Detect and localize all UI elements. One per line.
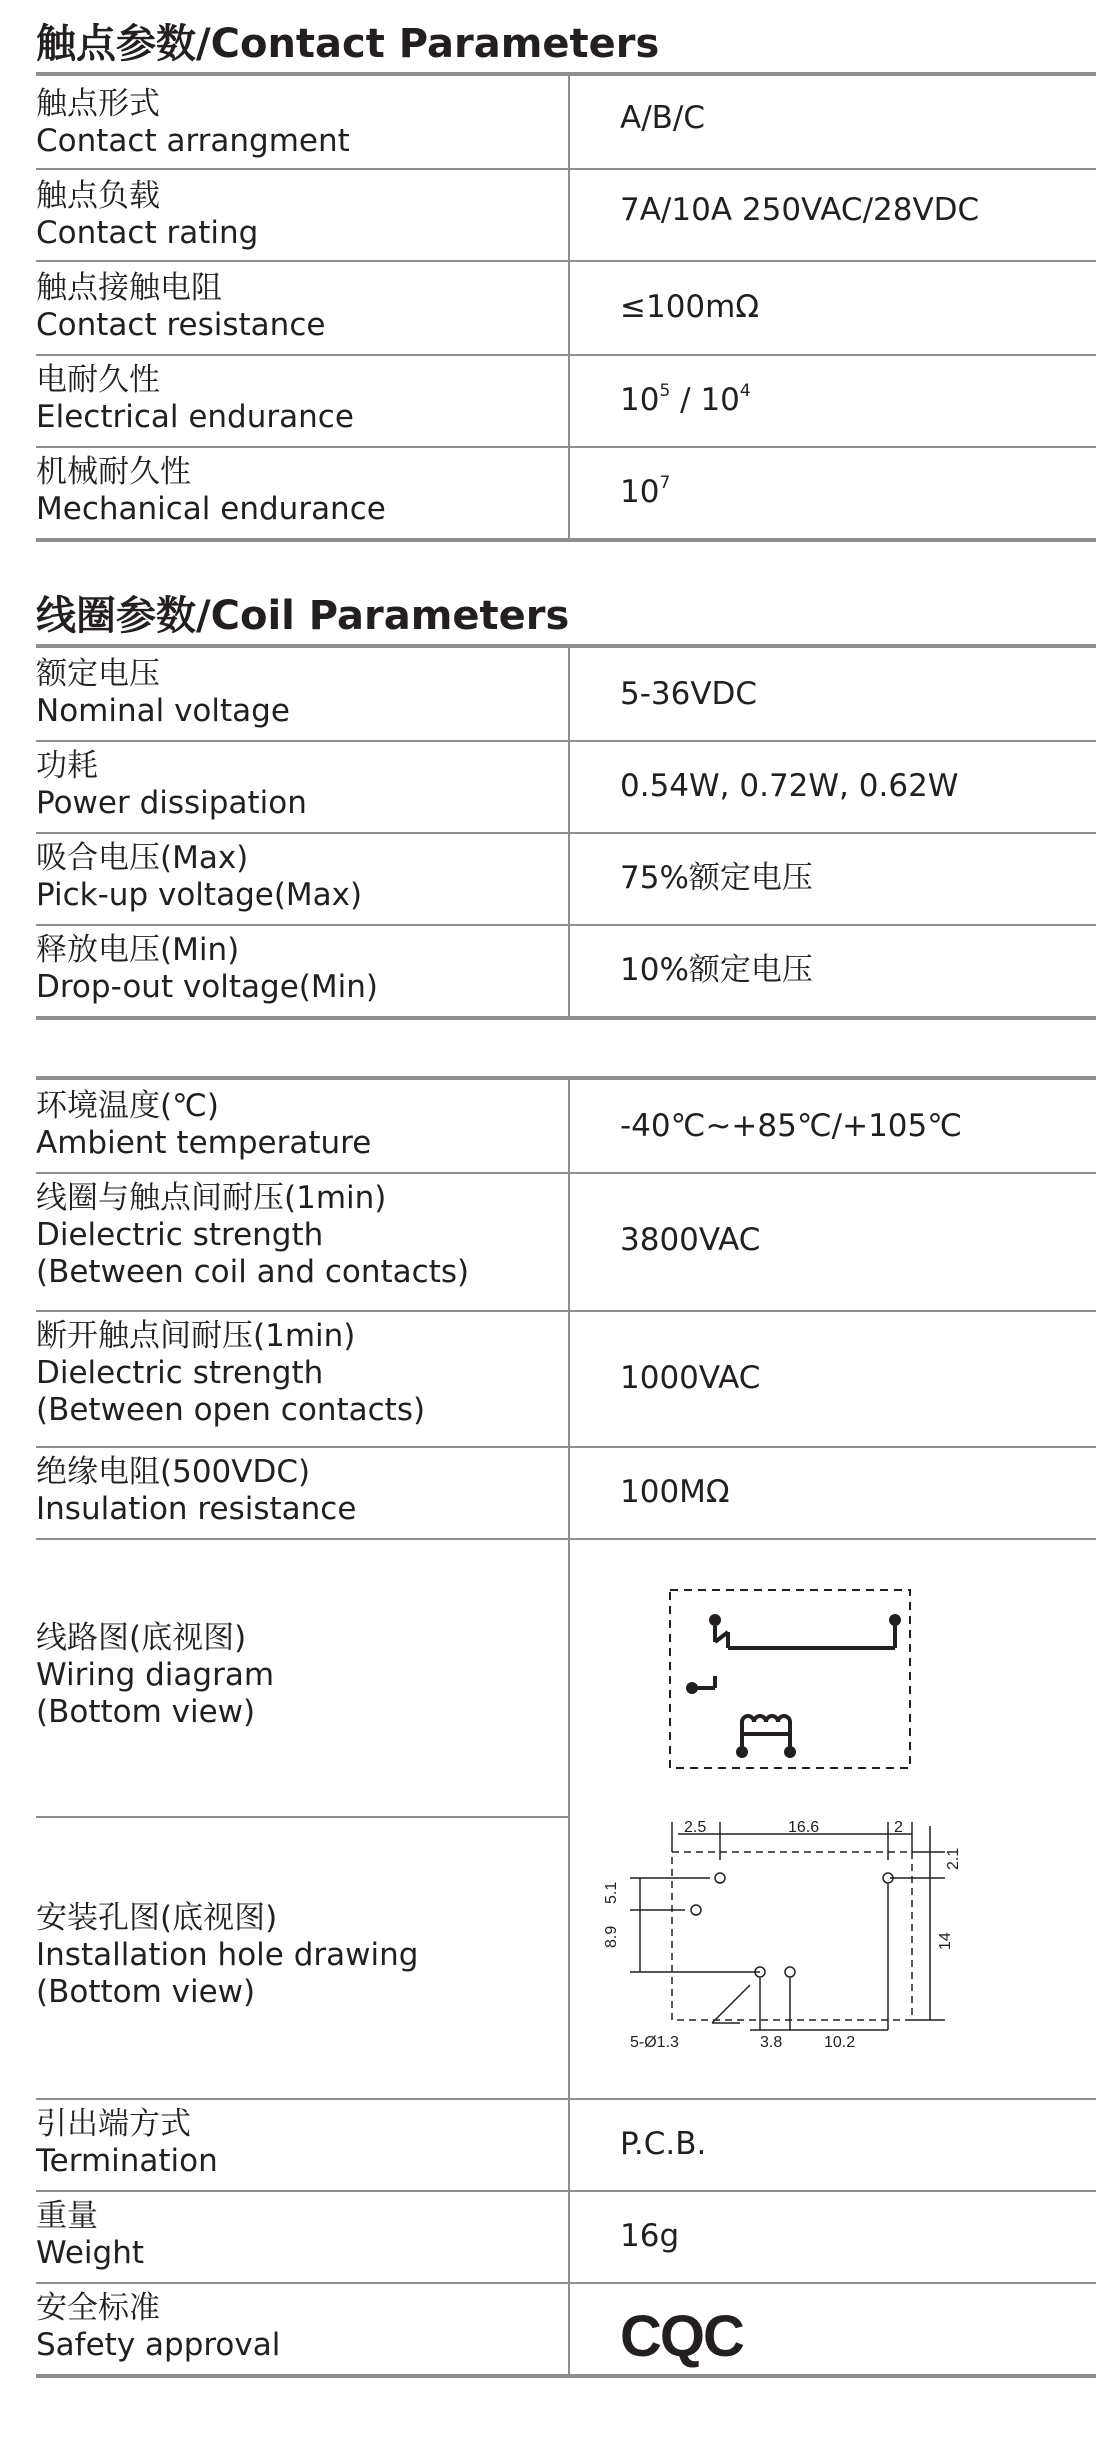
row-label-installation-hole-drawing: 安装孔图(底视图) Installation hole drawing (Bottom view)	[36, 1900, 419, 2010]
divider	[36, 2282, 1096, 2284]
row-label-insulation-resistance: 绝缘电阻(500VDC) Insulation resistance	[36, 1454, 357, 1527]
divider	[36, 740, 1096, 742]
divider	[36, 446, 1096, 448]
cqc-logo	[620, 2302, 780, 2372]
row-value-mechanical-endurance: $10^7$	[620, 473, 671, 510]
row-value-pickup-voltage: 75%额定电压	[620, 860, 813, 896]
divider	[36, 538, 1096, 542]
divider	[36, 354, 1096, 356]
row-value-nominal-voltage: 5-36VDC	[620, 676, 758, 712]
dim-label: 5.1	[603, 1881, 620, 1904]
row-value-dropout-voltage: 10%额定电压	[620, 952, 813, 988]
divider	[36, 1076, 1096, 1080]
row-label-electrical-endurance: 电耐久性 Electrical endurance	[36, 362, 354, 435]
dim-label: 3.8	[760, 2034, 783, 2051]
row-value-insulation-resistance: 100MΩ	[620, 1474, 730, 1510]
divider	[36, 2374, 1096, 2378]
divider	[36, 644, 1096, 648]
row-value-contact-arrangement: A/B/C	[620, 100, 706, 136]
divider	[36, 2098, 1096, 2100]
contact-section-title: 触点参数/Contact Parameters	[36, 21, 660, 67]
installation-hole-drawing	[600, 1820, 970, 2070]
row-value-ambient-temperature: -40℃~+85℃/+105℃	[620, 1108, 963, 1144]
svg-text:CQC: CQC	[620, 2304, 743, 2369]
dim-label: 8.9	[603, 1925, 620, 1948]
dim-label: 2	[894, 1820, 903, 1836]
row-value-weight: 16g	[620, 2218, 680, 2254]
row-label-weight: 重量 Weight	[36, 2198, 145, 2271]
divider	[36, 1816, 570, 1818]
dim-label: 14	[937, 1932, 954, 1950]
row-label-contact-rating: 触点负载 Contact rating	[36, 178, 259, 251]
divider	[36, 1016, 1096, 1020]
divider	[36, 924, 1096, 926]
wiring-diagram	[660, 1580, 930, 1780]
dim-label: 2.5	[684, 1820, 707, 1836]
row-value-dielectric-open-contacts: 1000VAC	[620, 1360, 761, 1396]
column-divider	[568, 1078, 570, 2376]
divider	[36, 2190, 1096, 2192]
divider	[36, 1446, 1096, 1448]
divider	[36, 260, 1096, 262]
row-label-power-dissipation: 功耗 Power dissipation	[36, 748, 307, 821]
dim-label: 5-Ø1.3	[630, 2034, 679, 2051]
divider	[36, 1310, 1096, 1312]
row-value-power-dissipation: 0.54W, 0.72W, 0.62W	[620, 768, 959, 804]
row-label-safety-approval: 安全标准 Safety approval	[36, 2290, 281, 2363]
divider	[36, 168, 1096, 170]
row-value-termination: P.C.B.	[620, 2126, 707, 2162]
row-value-dielectric-coil-contacts: 3800VAC	[620, 1222, 761, 1258]
row-label-mechanical-endurance: 机械耐久性 Mechanical endurance	[36, 454, 386, 527]
row-label-dielectric-open-contacts: 断开触点间耐压(1min) Dielectric strength (Between open contacts)	[36, 1318, 426, 1428]
divider	[36, 72, 1096, 76]
row-label-ambient-temperature: 环境温度(℃) Ambient temperature	[36, 1088, 372, 1161]
row-value-contact-resistance: ≤100mΩ	[620, 289, 760, 325]
dim-label: 16.6	[788, 1820, 820, 1836]
row-label-termination: 引出端方式 Termination	[36, 2106, 218, 2179]
row-label-dropout-voltage: 释放电压(Min) Drop-out voltage(Min)	[36, 932, 378, 1005]
row-value-contact-rating: 7A/10A 250VAC/28VDC	[620, 192, 980, 228]
row-label-contact-arrangement: 触点形式 Contact arrangment	[36, 86, 350, 159]
row-value-electrical-endurance: $10^5 / 10^4$	[620, 381, 751, 418]
divider	[36, 1538, 1096, 1540]
divider	[36, 1172, 1096, 1174]
divider	[36, 832, 1096, 834]
dim-label: 10.2	[824, 2034, 856, 2051]
row-label-pickup-voltage: 吸合电压(Max) Pick-up voltage(Max)	[36, 840, 363, 913]
row-label-nominal-voltage: 额定电压 Nominal voltage	[36, 656, 290, 729]
row-label-wiring-diagram: 线路图(底视图) Wiring diagram (Bottom view)	[36, 1620, 275, 1730]
column-divider	[568, 74, 570, 540]
row-label-contact-resistance: 触点接触电阻 Contact resistance	[36, 270, 326, 343]
coil-section-title: 线圈参数/Coil Parameters	[36, 593, 570, 639]
row-label-dielectric-coil-contacts: 线圈与触点间耐压(1min) Dielectric strength (Between coil and contacts)	[36, 1180, 470, 1290]
dim-label: 2.1	[945, 1847, 962, 1870]
